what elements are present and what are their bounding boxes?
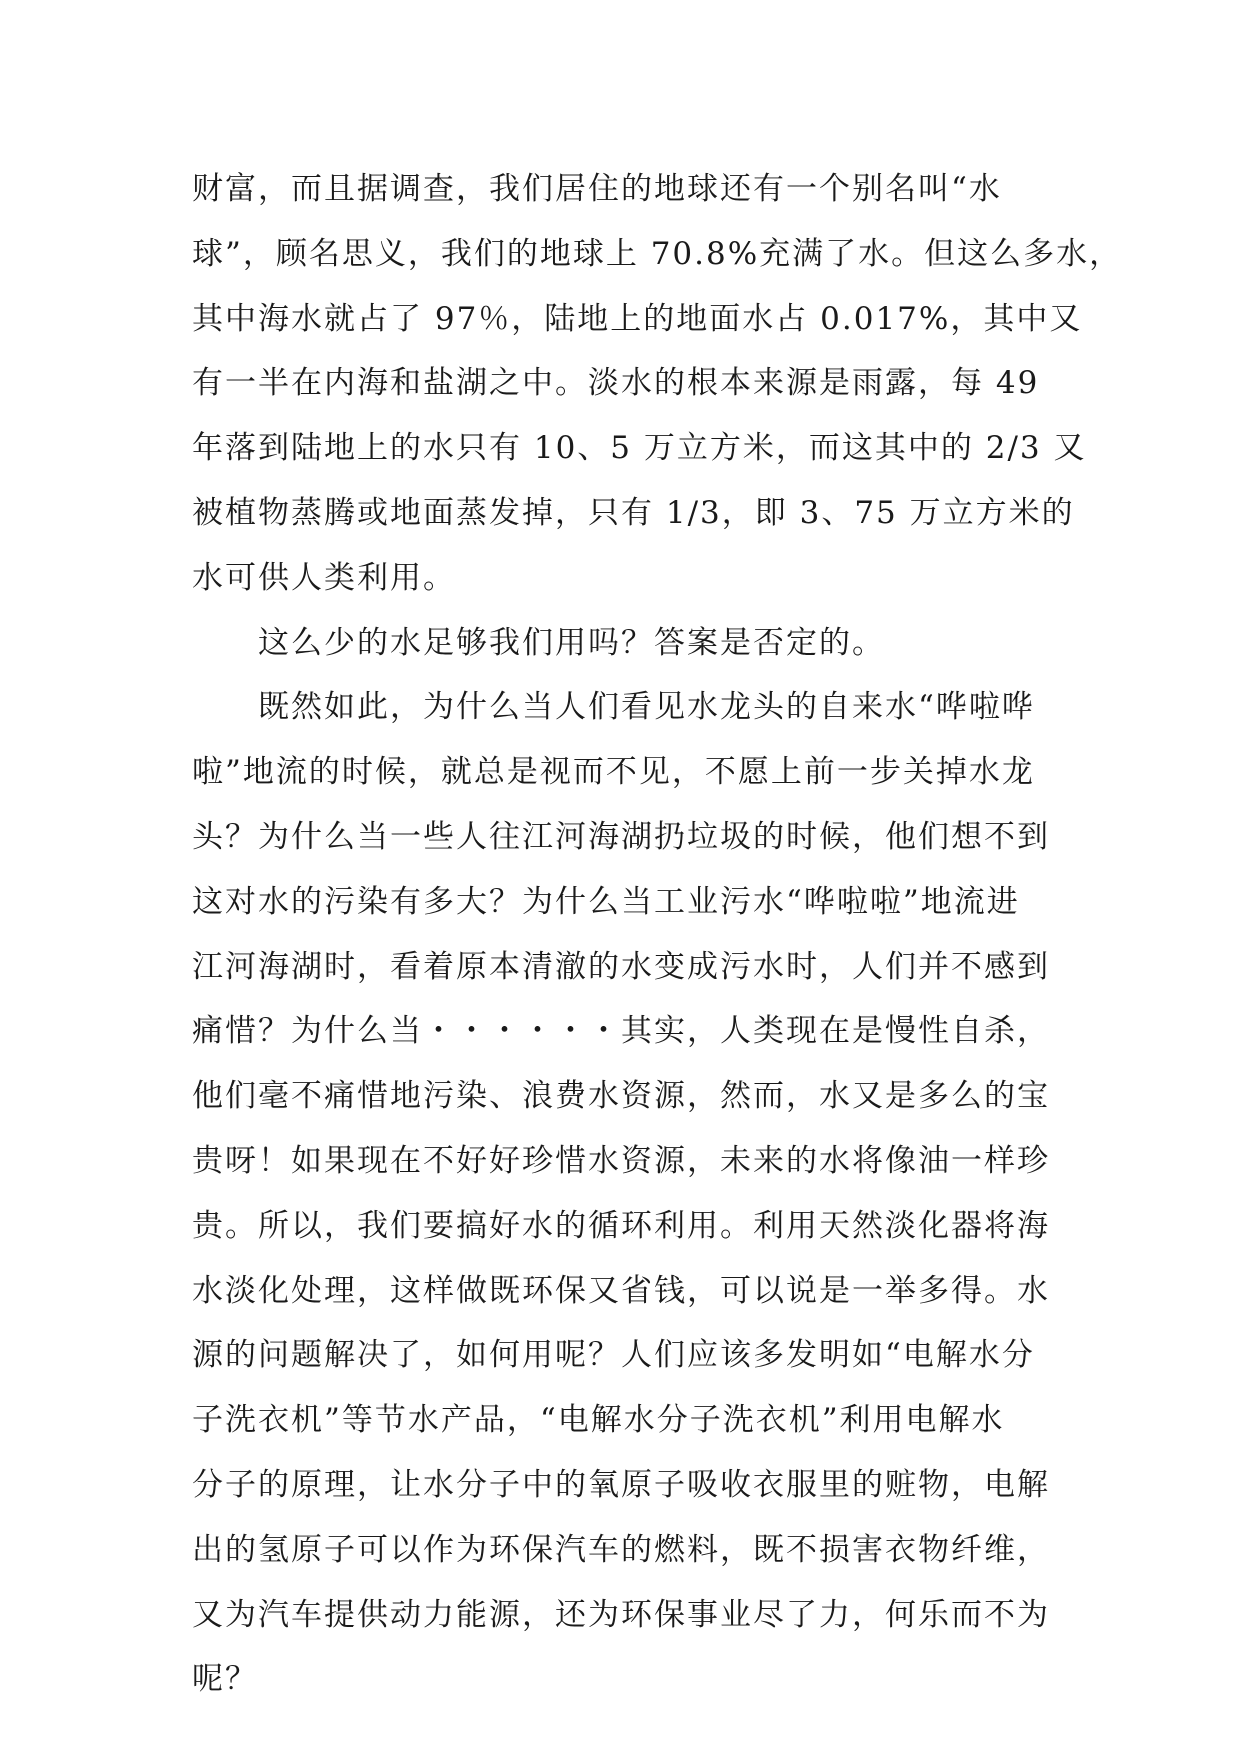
text-line: 贵呀！如果现在不好好珍惜水资源，未来的水将像油一样珍	[192, 1142, 1050, 1179]
text-line: 水淡化处理，这样做既环保又省钱，可以说是一举多得。水	[192, 1272, 1050, 1309]
text-line: 这么少的水足够我们用吗？答案是否定的。	[258, 624, 885, 661]
text-line: 他们毫不痛惜地污染、浪费水资源，然而，水又是多么的宝	[192, 1078, 1050, 1115]
text-line: 这对水的污染有多大？为什么当工业污水“哗啦啦”地流进	[192, 883, 1020, 920]
text-line: 痛惜？为什么当・・・・・・其实，人类现在是慢性自杀，	[192, 1013, 1050, 1050]
text-line: 出的氢原子可以作为环保汽车的燃料，既不损害衣物纤维，	[192, 1531, 1050, 1568]
body-text	[192, 157, 1123, 1712]
text-line: 财富，而且据调查，我们居住的地球还有一个别名叫“水	[192, 171, 1002, 207]
text-line: 其中海水就占了 97％，陆地上的地面水占 0.017%，其中又	[192, 300, 1083, 337]
text-line: 水可供人类利用。	[192, 559, 456, 596]
text-line: 分子的原理，让水分子中的氧原子吸收衣服里的赃物，电解	[192, 1466, 1050, 1503]
text-line: 被植物蒸腾或地面蒸发掉，只有 1/3，即 3、75 万立方米的	[192, 494, 1075, 531]
text-line: 既然如此，为什么当人们看见水龙头的自来水“哗啦哗	[258, 689, 1035, 726]
text-line: 贵。所以，我们要搞好水的循环利用。利用天然淡化器将海	[192, 1207, 1050, 1244]
text-line: 球”，顾名思义，我们的地球上 70.8%充满了水。但这么多水，	[192, 235, 1123, 272]
text-line: 年落到陆地上的水只有 10、5 万立方米，而这其中的 2/3 又	[192, 430, 1087, 467]
text-line: 有一半在内海和盐湖之中。淡水的根本来源是雨露，每 49	[192, 365, 1040, 402]
text-line: 子洗衣机”等节水产品，“电解水分子洗衣机”利用电解水	[192, 1402, 1005, 1439]
text-line: 又为汽车提供动力能源，还为环保事业尽了力，何乐而不为	[192, 1596, 1050, 1633]
text-line: 啦”地流的时候，就总是视而不见，不愿上前一步关掉水龙	[192, 754, 1035, 791]
text-line: 头？为什么当一些人往江河海湖扔垃圾的时候，他们想不到	[192, 818, 1050, 855]
text-line: 源的问题解决了，如何用呢？人们应该多发明如“电解水分	[192, 1337, 1035, 1374]
text-line: 呢？	[192, 1661, 258, 1698]
text-line: 江河海湖时，看着原本清澈的水变成污水时，人们并不感到	[192, 948, 1050, 985]
